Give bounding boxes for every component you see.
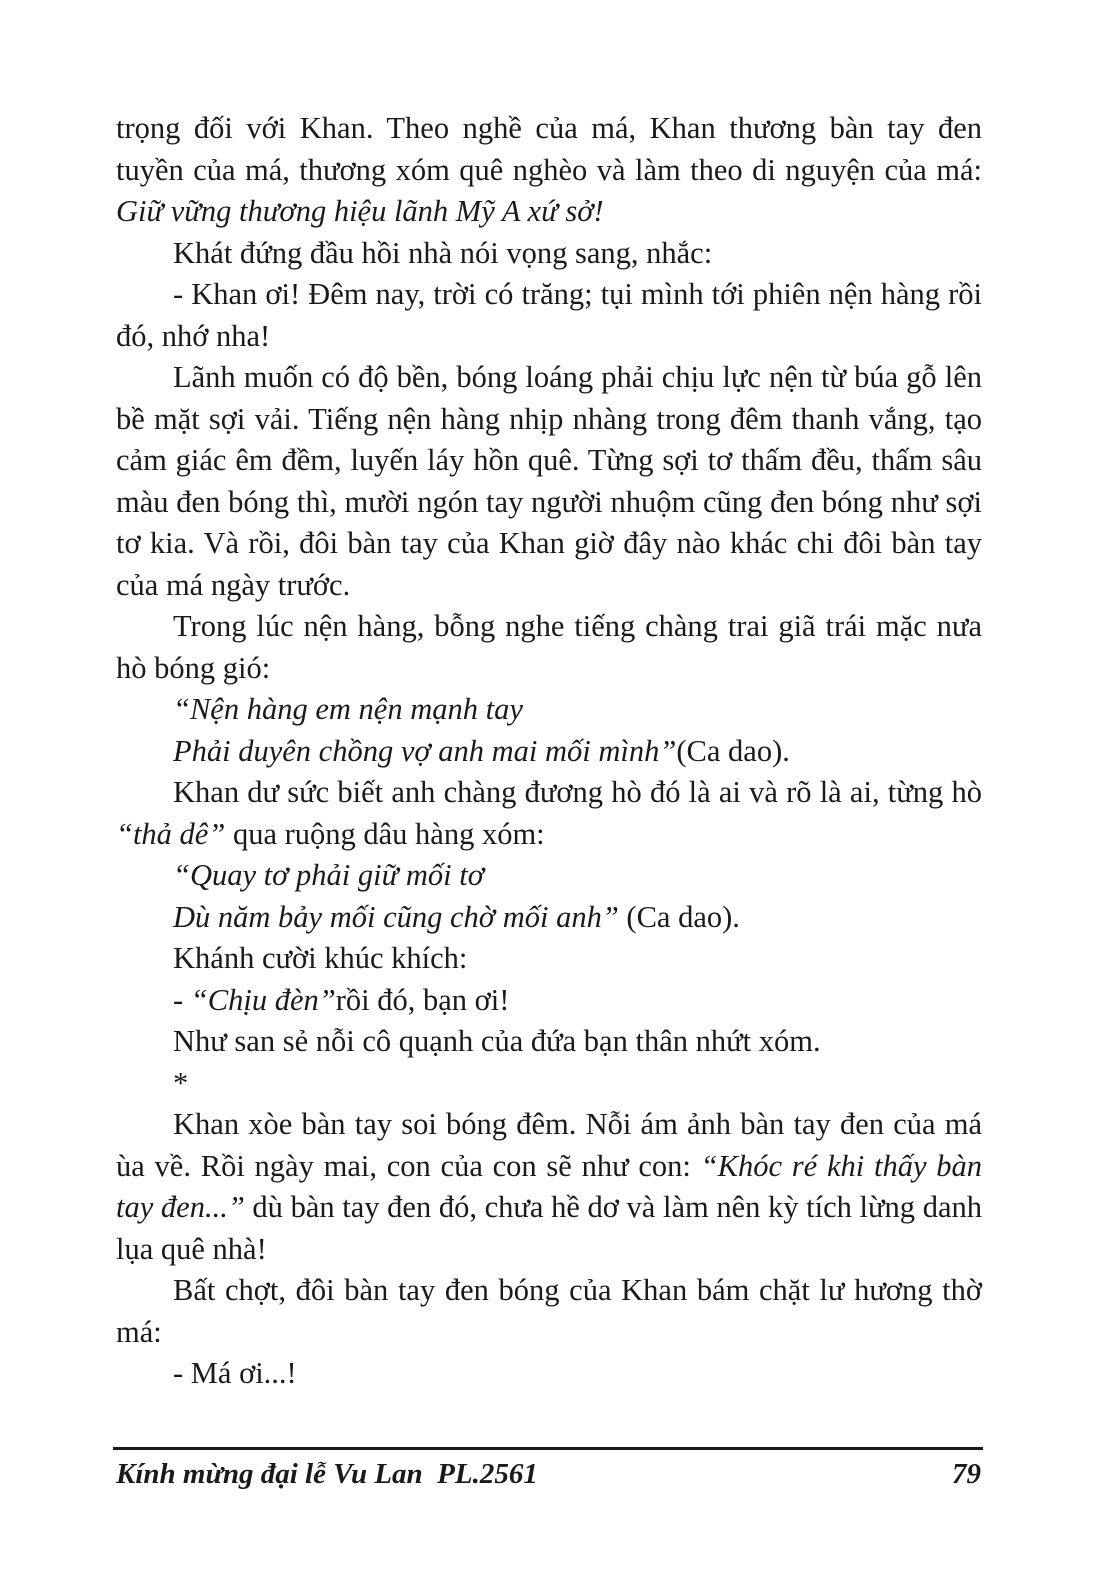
verse-2-line-2 xyxy=(116,897,982,939)
paragraph-2: Khát đứng đầu hồi nhà nói vọng sang, nhắc: xyxy=(173,235,713,270)
paragraph-3: - Khan ơi! Đêm nay, trời có trăng; tụi mình tới phiên nện hàng rồi đó, nhớ nha! xyxy=(116,277,982,353)
paragraph-8 xyxy=(116,980,982,1022)
paragraph-10-text-c: dù bàn tay đen đó, chưa hề dơ và làm nên kỳ tích lừng danh lụa quê nhà! xyxy=(116,1190,982,1266)
verse-2-line-1 xyxy=(116,855,982,897)
paragraph-11: Bất chợt, đôi bàn tay đen bóng của Khan bám chặt lư hương thờ má: xyxy=(116,1273,982,1349)
verse-1-line-1-text: “Nện hàng em nện mạnh tay xyxy=(173,692,523,726)
paragraph-10 xyxy=(116,1104,982,1270)
paragraph-6-italic: “thả dê” xyxy=(116,816,226,851)
verse-1-source: (Ca dao). xyxy=(676,733,790,768)
paragraph-1 xyxy=(116,108,982,233)
paragraph-1-italic: Giữ vững thương hiệu lãnh Mỹ A xứ sở! xyxy=(116,194,604,228)
paragraph-8-text: rồi đó, bạn ơi! xyxy=(335,982,510,1017)
footer-rule xyxy=(113,1447,983,1450)
footer-title: Kính mừng đại lễ Vu Lan PL.2561 xyxy=(116,1458,538,1490)
paragraph-6-text-a: Khan dư sức biết anh chàng đương hò đó là ai và rõ là ai, từng hò xyxy=(173,775,982,809)
paragraph-8-dash: - xyxy=(173,982,191,1017)
paragraph-7: Khánh cười khúc khích: xyxy=(173,941,468,975)
paragraph-5: Trong lúc nện hàng, bỗng nghe tiếng chàng trai giã trái mặc nưa hò bóng gió: xyxy=(116,609,982,685)
paragraph-1-text: trọng đối với Khan. Theo nghề của má, Khan thương bàn tay đen tuyền của má, thương xóm quê nghèo và làm theo di nguyện của má: xyxy=(116,111,982,187)
paragraph-10-text-a: Khan xòe bàn tay soi bóng đêm. Nỗi ám ảnh bàn tay đen của má ùa về. Rồi ngày mai, con của con sẽ như con: xyxy=(116,1107,982,1183)
section-separator: * xyxy=(173,1065,189,1100)
paragraph-10-italic: “Khóc ré khi thấy bàn tay đen...” xyxy=(116,1148,982,1224)
verse-2-source: (Ca dao). xyxy=(618,899,740,934)
verse-2-line-2-text: Dù năm bảy mối cũng chờ mối anh” xyxy=(173,899,619,934)
paragraph-4: Lãnh muốn có độ bền, bóng loáng phải chịu lực nện từ búa gỗ lên bề mặt sợi vải. Tiếng nện hàng nhịp nhàng trong đêm thanh vắng, tạo cảm giác êm đềm, luyến láy hồn quê. Từng sợi tơ thấm đều, thấm sâu màu đen bóng thì, mười ngón tay người nhuộm cũng đen bóng như sợi tơ kia. Và rồi, đôi bàn tay của Khan giờ đây nào khác chi đôi bàn tay của má ngày trước. xyxy=(116,360,982,602)
paragraph-6-text-c: qua ruộng dâu hàng xóm: xyxy=(225,816,545,851)
verse-2-line-1-text: “Quay tơ phải giữ mối tơ xyxy=(173,858,484,892)
verse-1-line-1 xyxy=(116,689,982,731)
verse-1-line-2-text: Phải duyên chồng vợ anh mai mối mình” xyxy=(173,733,677,768)
body-text xyxy=(116,108,982,1395)
paragraph-6 xyxy=(116,772,982,855)
paragraph-9: Như san sẻ nỗi cô quạnh của đứa bạn thân nhứt xóm. xyxy=(173,1024,821,1058)
page-number: 79 xyxy=(952,1458,981,1490)
paragraph-12: - Má ơi...! xyxy=(173,1356,297,1390)
paragraph-8-italic: “Chịu đèn” xyxy=(190,982,336,1017)
verse-1-line-2 xyxy=(116,731,982,773)
